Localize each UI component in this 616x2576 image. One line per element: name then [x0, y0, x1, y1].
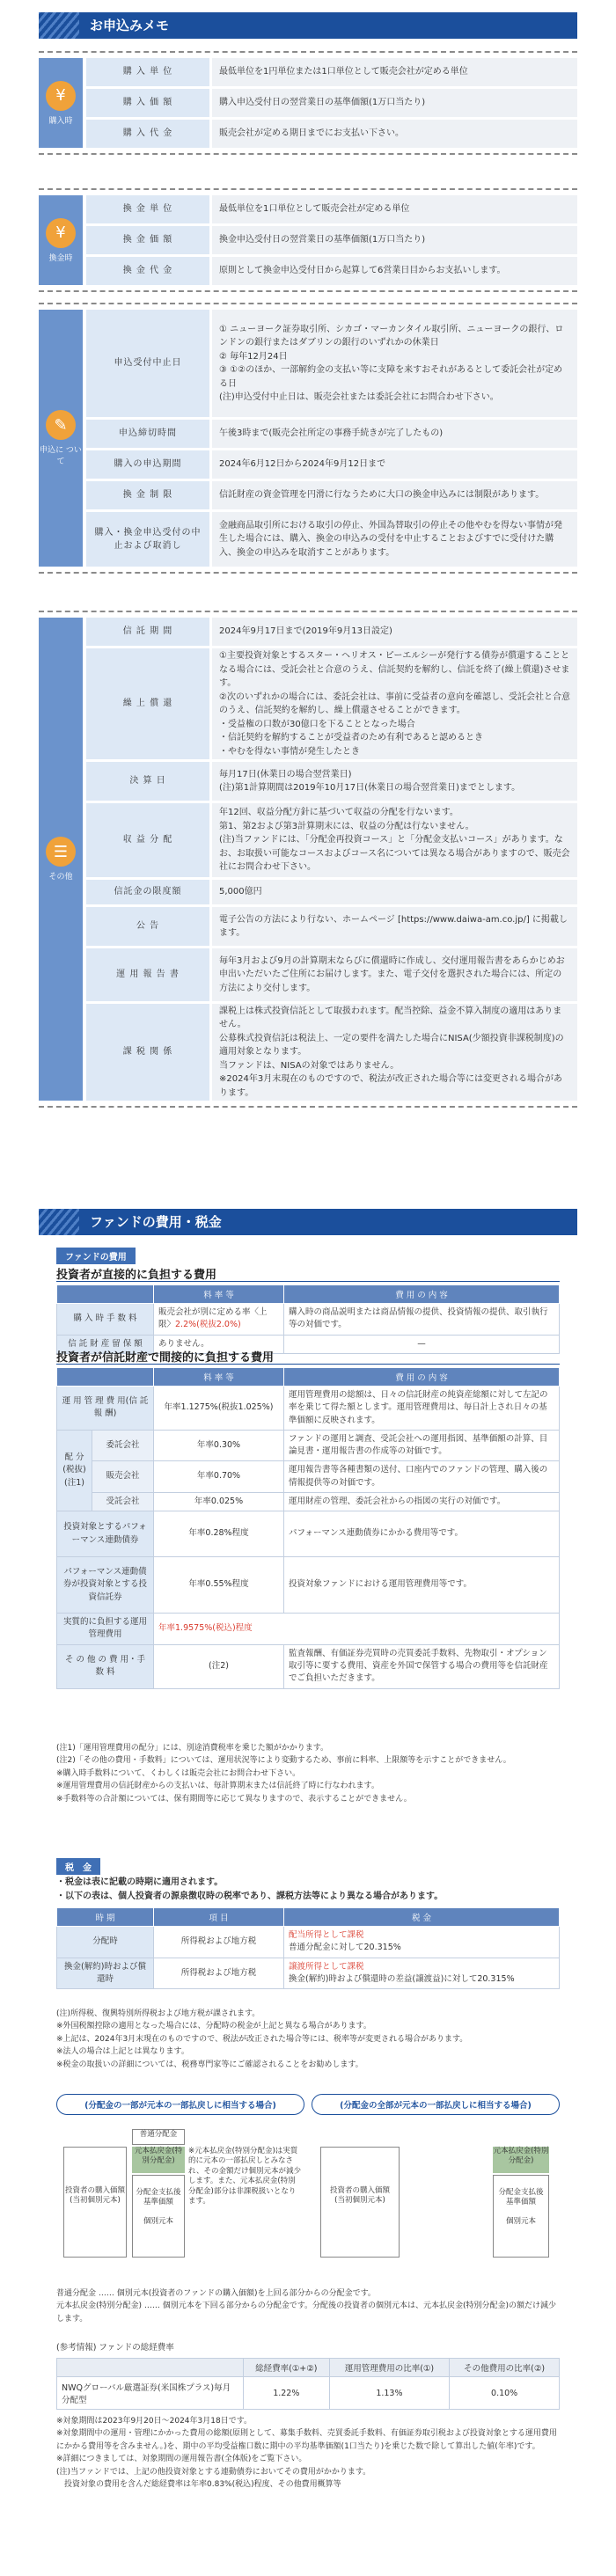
- other-side-label: その他: [48, 873, 73, 882]
- redemption-price-row: 換 金 価 額 換金申込受付日の翌営業日の基準価額(1万口当たり): [86, 226, 577, 254]
- tax-subtitle: 税 金: [56, 1858, 100, 1875]
- trust-limit-row: 信託金の限度額 5,000億円: [86, 880, 577, 904]
- taxation-row: 課 税 関 係 課税上は株式投資信託として取扱われます。配当控除、益金不算入制度の適用はありません。 公募株式投資信託は税法上、一定の要件を満たした場合にNISA(少額投資非課税制度)の適用対象となります。 当ファンドは、NISAの対象ではありません。 ※2024年3月末現在のものですので、税法が改正された場合等には変更される場合があります。: [86, 1004, 577, 1101]
- table-row: 販売会社 年率0.70% 運用報告書等各種書類の送付、口座内でのファンドの管理、購入後の情報提供等の対価です。: [57, 1461, 560, 1493]
- settlement-row: 決 算 日 毎月17日(休業日の場合翌営業日) (注)第1計算期間は2019年10月17日(休業日の場合翌営業日)までとします。: [86, 762, 577, 801]
- fees-subtitle: ファンドの費用: [56, 1248, 136, 1264]
- table-row: 信 託 財 産 留 保 額 ありません。 —: [57, 1335, 560, 1353]
- application-group: [39, 303, 577, 574]
- redemption-limit-row: 換 金 制 限 信託財産の資金管理を円滑に行なうために大口の換金申込みには制限があります。: [86, 481, 577, 509]
- reference-title: (参考情報) ファンドの総経費率: [56, 2343, 174, 2353]
- distribution-row: 収 益 分 配 年12回、収益分配方針に基づいて収益の分配を行ないます。 第1、第2および第3計算期末には、収益の分配は行ないません。 (注)当ファンドには、「分配金再投資コース」と「分配金支払いコース」があります。なお、お取扱い可能なコースおよびコース名については異なる場合がありますので、販売会社にお問合わせ下さい。: [86, 803, 577, 877]
- indirect-fees-heading: 投資者が信託財産で間接的に負担する費用: [56, 1351, 275, 1365]
- fees-section-header: [39, 1209, 577, 1235]
- redemption-group: [39, 188, 577, 292]
- purchase-price-row: 購 入 価 額 購入申込受付日の翌営業日の基準価額(1万口当たり): [86, 89, 577, 117]
- right-diagram: (分配金の全部が元本の一部払戻しに相当する場合) 投資者の購入価額 (当初個別元本) 元本払戻金(特別分配金) 分配金支払後 基準価額 個別元本: [312, 2094, 560, 2317]
- table-row: 投資対象とするパフォーマンス連動債券 年率0.28%程度 パフォーマンス連動債券にかかる費用等です。: [57, 1511, 560, 1557]
- suspension-row: 購入・換金申込受付の中止および取消し 金融商品取引所における取引の停止、外国為替取引の停止その他やむを得ない事情が発生した場合には、購入、換金の申込みの受付を中止することおよびすでに受付けた購入、換金の申込みを取消すことがあります。: [86, 512, 577, 567]
- document-icon: ☰: [46, 837, 76, 867]
- purchase-unit-row: 購 入 単 位 最低単位を1円単位または1口単位として販売会社が定める単位: [86, 58, 577, 86]
- table-row: 分配時 所得税および地方税 配当所得として課税 普通分配金に対して20.315%: [57, 1927, 560, 1958]
- investor-cost-box-right: 投資者の購入価額 (当初個別元本): [320, 2147, 400, 2258]
- trust-period-row: 信 託 期 間 2024年9月17日まで(2019年9月13日設定): [86, 618, 577, 646]
- table-row: 運 用 管 理 費 用(信 託 報 酬) 年率1.1275%(税抜1.025%) 運用管理費用の総額は、日々の信託財産の純資産総額に対して左記の率を乗じて得た額とします。運用管理費用は、毎日計上され日々の基準価額に反映されます。: [57, 1387, 560, 1431]
- redemption-unit-row: 換 金 単 位 最低単位を1口単位として販売会社が定める単位: [86, 195, 577, 223]
- fees-title: ファンドの費用・税金: [90, 1214, 222, 1230]
- yen-icon: ¥: [46, 81, 76, 111]
- divider: [56, 1281, 560, 1282]
- reference-block: [56, 2340, 560, 2489]
- table-row: 換金(解約)時および償還時 所得税および地方税 譲渡所得として課税 換金(解約)時および償還時の差益(譲渡益)に対して20.315%: [57, 1958, 560, 1989]
- redemption-side-label: 換金時: [48, 253, 73, 263]
- application-side-label: 申込に ついて: [40, 446, 82, 466]
- direct-fees-heading: 投資者が直接的に負担する費用: [56, 1269, 217, 1282]
- tax-table: 時 期 項 目 税 金 分配時 所得税および地方税 配当所得として課税 普通分配金に対して20.315% 換金(解約)時および償還時 所得税および地方税 譲渡所得として課税 換金(解約)時および償還時の差益(譲渡益)に対して20.315%: [56, 1907, 560, 1989]
- reference-table: 総経費率(①+②) 運用管理費用の比率(①) その他費用の比率(②) NWQグローバル厳選証券(米国株プラス)毎月分配型 1.22% 1.13% 0.10%: [56, 2358, 560, 2410]
- redemption-payment-row: 換 金 代 金 原則として換金申込受付日から起算して6営業日目からお支払いします。: [86, 257, 577, 285]
- direct-fees-table: 料 率 等 費 用 の 内 容 購 入 時 手 数 料 販売会社が別に定める率〈上限〉2.2%(税抜2.0%) 購入時の商品説明または商品情報の提供、投資情報の提供、取引執行等の対価です。 信 託 財 産 留 保 額 ありません。 —: [56, 1284, 560, 1354]
- pen-icon: ✎: [46, 410, 76, 440]
- table-row: 配 分(税抜)(注1) 委託会社 年率0.30% ファンドの運用と調査、受託会社への運用指図、基準価額の計算、目論見書・運用報告書の作成等の対価です。: [57, 1430, 560, 1461]
- memo-title: お申込みメモ: [90, 18, 170, 33]
- table-row: 実質的に負担する運用管理費用 年率1.9575%(税込)程度: [57, 1614, 560, 1645]
- table-row: NWQグローバル厳選証券(米国株プラス)毎月分配型 1.22% 1.13% 0.10%: [57, 2377, 560, 2410]
- application-period-row: 購入の申込期間 2024年6月12日から2024年9月12日まで: [86, 450, 577, 479]
- table-row: パフォーマンス連動債券が投資対象とする投資信託券 年率0.55%程度 投資対象ファンドにおける運用管理費用等です。: [57, 1557, 560, 1614]
- indirect-fees-table: 料 率 等 費 用 の 内 容 運 用 管 理 費 用(信 託 報 酬) 年率1.1275%(税抜1.025%) 運用管理費用の総額は、日々の信託財産の純資産総額に対して左記の率を乗じて得た額とします。運用管理費用は、毎日計上され日々の基準価額に反映されます。 配 分(税抜)(注1) 委託会社 年率0.30% ファンドの運用と調査、受託会社への運用指図、基準価額の計算、目論見書・運用報告書の作成等の対価です。 販売会社 年率0.70% 運用報告書等各種書類の送付、口座内でのファンドの管理、購入後の情報提供等の対価です。 受託会社 年率0.025% 運用財産の管理、委託会社からの指図の実行の対価です。 投資対象とするパフォーマンス連動債券 年率0.28%程度 パフォーマンス連動債券にかかる費用等です。 パフォーマンス連動債券が投資対象とする投資信託券 年率0.55%程度 投資対象ファンドにおける運用管理費用等です。 実質的に負担する運用管理費用 年率1.9575%(税込)程度 そ の 他 の 費 用・手 数 料 (注2) 監査報酬、有価証券売買時の売買委託手数料、先物取引・オプション取引等に要する費用、資産を外国で保管する場合の費用等を信託財産でご負担いただきます。: [56, 1367, 560, 1689]
- early-redemption-row: 繰 上 償 還 ①主要投資対象とするスター・ヘリオス・ピーエルシーが発行する債券が償還することとなる場合には、受託会社と合意のうえ、信託契約を解約し、信託を終了(繰上償還)させます。 ②次のいずれかの場合には、委託会社は、事前に受益者の意向を確認し、受託会社と合意のうえ、信託契約を解約し、繰上償還させることができます。 ・受益権の口数が30億口を下ることとなった場合 ・信託契約を解約することが受益者のため有利であると認めるとき ・やむを得ない事情が発生したとき: [86, 648, 577, 759]
- after-box-right: 分配金支払後 基準価額 個別元本: [493, 2175, 549, 2258]
- tax-notes: (注)所得税、復興特別所得税および地方税が課されます。 ※外国税額控除の適用となった場合には、分配時の税金が上記と異なる場合があります。 ※上記は、2024年3月末現在のものですので、税法が改正された場合等には、税率等が変更される場合があります。 ※法人の場合は上記とは異なります。 ※税金の取扱いの詳細については、税務専門家等にご確認されることをお勧めします。: [56, 2009, 468, 2069]
- purchase-side: [39, 58, 83, 148]
- after-box: 分配金支払後 基準価額 個別元本: [132, 2175, 185, 2258]
- table-row: 購 入 時 手 数 料 販売会社が別に定める率〈上限〉2.2%(税抜2.0%) 購入時の商品説明または商品情報の提供、投資情報の提供、取引執行等の対価です。: [57, 1304, 560, 1336]
- diagram-notes: 普通分配金 …… 個別元本(投資者のファンドの購入価額)を上回る部分からの分配金です。 元本払戻金(特別分配金) …… 個別元本を下回る部分からの分配金です。分配後の投資者の個別元本は、元本払戻金(特別分配金)の額だけ減少します。: [56, 2289, 557, 2324]
- public-notice-row: 公 告 電子公告の方法により行ない、ホームページ [https://www.daiwa-am.co.jp/] に掲載します。: [86, 907, 577, 946]
- table-row: そ の 他 の 費 用・手 数 料 (注2) 監査報酬、有価証券売買時の売買委託手数料、先物取引・オプション取引等に要する費用、資産を外国で保管する場合の費用等を信託財産でご負担いただきます。: [57, 1644, 560, 1688]
- other-side: [39, 618, 83, 1101]
- cash-icon: ¥: [46, 218, 76, 248]
- fees-notes: (注1)「運用管理費用の配分」には、別途消費税率を乗じた額がかかります。 (注2)「その他の費用・手数料」については、運用状況等により変動するため、事前に料率、上限額等を示すことができません。 ※購入時手数料について、くわしくは販売会社にお問合わせ下さい。 ※運用管理費用の信託財産からの支払いは、毎計算期末または信託終了時に行なわれます。 ※手数料等の合計額については、保有期間等に応じて異なりますので、表示することができません。: [56, 1744, 511, 1804]
- divider: [56, 1364, 560, 1365]
- stripes-icon: [39, 12, 79, 39]
- stripes-icon: [39, 1209, 79, 1235]
- redemption-side: [39, 195, 83, 285]
- memo-section-header: [39, 12, 577, 39]
- purchase-group: [39, 51, 577, 155]
- application-deadline-row: 申込締切時間 午後3時まで(販売会社所定の事務手続きが完了したもの): [86, 420, 577, 448]
- other-group: [39, 611, 577, 1108]
- purchase-payment-row: 購 入 代 金 販売会社が定める期日までにお支払い下さい。: [86, 120, 577, 148]
- report-row: 運 用 報 告 書 毎年3月および9月の計算期末ならびに償還時に作成し、交付運用報告書をあらかじめお申出いただいたご住所にお届けします。また、電子交付を選択された場合には、所定の方法により交付します。: [86, 948, 577, 1001]
- application-stop-row: 申込受付中止日 ① ニューヨーク証券取引所、シカゴ・マーカンタイル取引所、ニューヨークの銀行、ロンドンの銀行またはダブリンの銀行のいずれかの休業日 ② 毎年12月24日 ③ ①②のほか、一部解約金の支払い等に支障を来すおそれがあるとして委託会社が定める日 (注)申込受付中止日は、販売会社または委託会社にお問合わせ下さい。: [86, 310, 577, 417]
- left-diagram: (分配金の一部が元本の一部払戻しに相当する場合) 投資者の購入価額 (当初個別元本) 普通分配金 元本払戻金(特別分配金) 分配金支払後 基準価額 個別元本 ※元本払戻金(特別分配金)は実質的に元本の一部払戻しとみなされ、その金額だけ個別元本が減少します。また、元本払戻金(特別分配金)部分は非課税扱いとなります。: [56, 2094, 304, 2317]
- table-row: 受託会社 年率0.025% 運用財産の管理、委託会社からの指図の実行の対価です。: [57, 1492, 560, 1511]
- tax-bullets: ・税金は表に記載の時期に適用されます。 ・以下の表は、個人投資者の源泉徴収時の税率であり、課税方法等により異なる場合があります。: [56, 1877, 444, 1901]
- application-side: [39, 310, 83, 567]
- reference-notes: ※対象期間は2023年9月20日～2024年3月18日です。 ※対象期間中の運用・管理にかかった費用の総額(原則として、募集手数料、売買委託手数料、有価証券取引税および投資対象とする運用費用にかかる費用等を含みません。)を、期中の平均受益権口数に期中の平均基準価額(1口当たり)を乗じた数で除して算出した値(年率)です。 ※詳細につきましては、対象期間の運用報告書(全体版)をご覧下さい。 (注)当ファンドでは、上記の他投資対象とする連動債券においてその費用がかかります。 投資対象の費用を含んだ総経費率は年率0.83%(税込)程度、その他費用概算等: [56, 2417, 557, 2489]
- purchase-side-label: 購入時: [48, 116, 73, 126]
- investor-cost-box: 投資者の購入価額 (当初個別元本): [63, 2147, 127, 2258]
